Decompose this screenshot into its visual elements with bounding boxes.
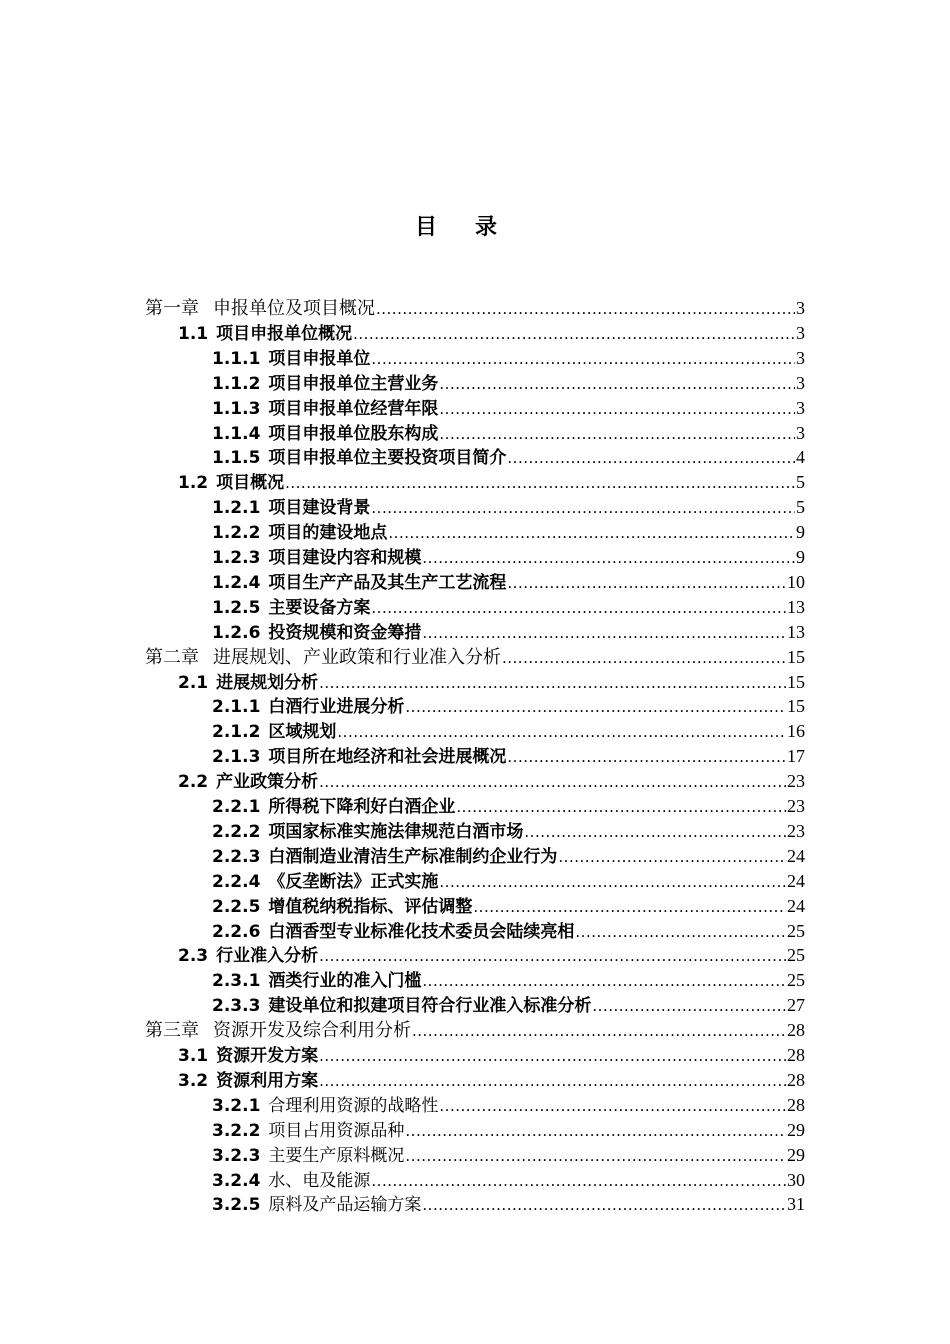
toc-entry[interactable] bbox=[212, 869, 805, 894]
toc-entry-number: 3.2.5 bbox=[212, 1195, 261, 1216]
toc-entry-title: 《反垄断法》正式实施 bbox=[268, 871, 439, 892]
toc-entry-page-number: 3 bbox=[796, 322, 805, 343]
dot-leader bbox=[412, 1019, 786, 1044]
toc-entry-title: 项目建设背景 bbox=[268, 498, 371, 519]
dot-leader bbox=[371, 496, 795, 521]
toc-entry-number: 2.2.1 bbox=[212, 797, 261, 817]
dot-leader bbox=[353, 322, 795, 347]
toc-entry-number: 1.1.1 bbox=[212, 348, 261, 369]
toc-entry-title: 水、电及能源 bbox=[268, 1170, 371, 1191]
toc-entry-title: 项目所在地经济和社会进展概况 bbox=[268, 747, 507, 768]
toc-entry-title: 项目申报单位主要投资项目简介 bbox=[268, 448, 507, 469]
toc-entry-page-number: 15 bbox=[787, 696, 805, 717]
toc-entry-page-number: 3 bbox=[796, 397, 805, 418]
dot-leader bbox=[371, 596, 786, 621]
toc-entry-title: 项国家标准实施法律规范白酒市场 bbox=[268, 821, 524, 842]
toc-entry[interactable] bbox=[212, 694, 805, 719]
dot-leader bbox=[575, 920, 786, 945]
dot-leader bbox=[456, 795, 786, 820]
toc-title: 目录 bbox=[414, 215, 535, 240]
toc-entry[interactable] bbox=[212, 844, 805, 869]
toc-entry-number: 1.2.1 bbox=[212, 498, 261, 519]
dot-leader bbox=[388, 521, 795, 546]
dot-leader bbox=[405, 1119, 786, 1144]
toc-entry[interactable] bbox=[212, 1093, 805, 1118]
toc-entry-page-number: 31 bbox=[787, 1194, 805, 1215]
toc-entry[interactable] bbox=[212, 396, 805, 421]
toc-entry-title: 建设单位和拟建项目符合行业准入标准分析 bbox=[268, 996, 592, 1017]
dot-leader bbox=[439, 1094, 786, 1119]
dot-leader bbox=[439, 372, 795, 397]
dot-leader bbox=[371, 347, 795, 372]
toc-entry-title: 增值税纳税指标、评估调整 bbox=[268, 896, 473, 917]
toc-entry-page-number: 28 bbox=[787, 1094, 805, 1115]
toc-entry[interactable] bbox=[178, 670, 805, 695]
toc-entry-page-number: 13 bbox=[787, 621, 805, 642]
toc-entry[interactable] bbox=[212, 595, 805, 620]
dot-leader bbox=[507, 446, 795, 471]
toc-entry-number: 2.2.4 bbox=[212, 871, 261, 892]
dot-leader bbox=[405, 1144, 786, 1169]
toc-entry-title: 进展规划、产业政策和行业准入分析 bbox=[213, 646, 501, 668]
toc-entry-title: 白酒制造业清洁生产标准制约企业行为 bbox=[268, 846, 558, 867]
toc-entry[interactable] bbox=[212, 545, 805, 570]
toc-entry-number: 1.2.5 bbox=[212, 597, 261, 618]
toc-entry-page-number: 25 bbox=[787, 945, 805, 966]
toc-entry-page-number: 29 bbox=[787, 1144, 805, 1165]
toc-entry-number: 1.1.2 bbox=[212, 373, 261, 394]
toc-entry-number: 3.2.4 bbox=[212, 1170, 261, 1191]
toc-entry-title: 所得税下降利好白酒企业 bbox=[268, 797, 456, 817]
toc-entry-title: 进展规划分析 bbox=[216, 672, 319, 693]
toc-entry-page-number: 4 bbox=[796, 447, 805, 468]
dot-leader bbox=[337, 720, 786, 745]
toc-entry-title: 项目申报单位股东构成 bbox=[268, 423, 439, 444]
toc-entry-number: 1.2.3 bbox=[212, 548, 261, 568]
toc-entry-number: 2.3 bbox=[178, 946, 209, 967]
dot-leader bbox=[507, 571, 786, 596]
toc-entry-page-number: 3 bbox=[796, 347, 805, 368]
toc-entry-page-number: 5 bbox=[796, 472, 805, 493]
toc-entry[interactable] bbox=[212, 919, 805, 944]
toc-entry[interactable] bbox=[212, 968, 805, 993]
toc-entry-title: 主要设备方案 bbox=[268, 597, 371, 618]
toc-entry[interactable] bbox=[212, 719, 805, 744]
toc-entry-number: 2.3.3 bbox=[212, 996, 261, 1017]
toc-entry-page-number: 28 bbox=[787, 1045, 805, 1065]
toc-entry-title: 资源利用方案 bbox=[216, 1070, 319, 1091]
toc-entry-title: 项目申报单位经营年限 bbox=[268, 398, 439, 419]
toc-entry-number: 第三章 bbox=[145, 1020, 199, 1042]
toc-entry-page-number: 25 bbox=[787, 920, 805, 941]
toc-entry[interactable] bbox=[178, 321, 805, 346]
toc-entry-title: 酒类行业的准入门槛 bbox=[268, 971, 422, 992]
toc-entry-number: 2.1 bbox=[178, 672, 209, 693]
dot-leader bbox=[422, 969, 786, 994]
dot-leader bbox=[473, 895, 786, 920]
toc-entry-title: 项目申报单位主营业务 bbox=[268, 373, 439, 394]
toc-entry[interactable] bbox=[212, 1118, 805, 1143]
toc-entry[interactable] bbox=[212, 520, 805, 545]
toc-entry-number: 2.1.3 bbox=[212, 747, 261, 768]
toc-entry[interactable] bbox=[212, 993, 805, 1018]
toc-entry-page-number: 30 bbox=[787, 1169, 805, 1190]
dot-leader bbox=[319, 1069, 786, 1094]
toc-entry-page-number: 5 bbox=[796, 497, 805, 518]
toc-entry-title: 合理利用资源的战略性 bbox=[268, 1095, 439, 1116]
toc-entry[interactable] bbox=[212, 570, 805, 595]
toc-entry[interactable] bbox=[212, 1143, 805, 1168]
toc-entry[interactable] bbox=[178, 943, 805, 968]
toc-entry[interactable] bbox=[178, 1068, 805, 1093]
dot-leader bbox=[319, 770, 786, 795]
toc-entry-title: 项目生产产品及其生产工艺流程 bbox=[268, 572, 507, 593]
toc-entry-number: 1.2.2 bbox=[212, 523, 261, 544]
toc-entry-page-number: 9 bbox=[796, 522, 805, 543]
toc-entry-number: 1.1 bbox=[178, 323, 209, 344]
toc-entry[interactable] bbox=[212, 894, 805, 919]
toc-entry-number: 1.2.4 bbox=[212, 572, 261, 593]
dot-leader bbox=[285, 471, 795, 496]
dot-leader bbox=[439, 870, 786, 895]
toc-entry-title: 项目概况 bbox=[216, 473, 285, 494]
toc-entry[interactable] bbox=[212, 1192, 805, 1217]
dot-leader bbox=[319, 944, 786, 969]
toc-entry-page-number: 16 bbox=[787, 721, 805, 742]
toc-entry[interactable] bbox=[212, 445, 805, 470]
toc-entry[interactable] bbox=[145, 645, 805, 670]
toc-entry-page-number: 28 bbox=[787, 1020, 805, 1041]
toc-entry-page-number: 23 bbox=[787, 820, 805, 841]
dot-leader bbox=[405, 695, 786, 720]
toc-entry-number: 2.1.1 bbox=[212, 697, 261, 718]
toc-entry-page-number: 24 bbox=[787, 870, 805, 891]
toc-entry-page-number: 10 bbox=[787, 571, 805, 592]
dot-leader bbox=[524, 820, 786, 845]
toc-entry-number: 2.3.1 bbox=[212, 971, 261, 992]
toc-entry-number: 2.2.2 bbox=[212, 821, 261, 842]
toc-entry-title: 白酒行业进展分析 bbox=[268, 697, 405, 718]
toc-entry-number: 3.2.3 bbox=[212, 1145, 261, 1166]
toc-entry-number: 2.2 bbox=[178, 772, 209, 793]
dot-leader bbox=[592, 994, 786, 1019]
toc-entry-page-number: 9 bbox=[796, 547, 805, 567]
toc-entry[interactable] bbox=[212, 346, 805, 371]
dot-leader bbox=[502, 646, 786, 671]
toc-entry-title: 主要生产原料概况 bbox=[268, 1145, 405, 1166]
toc-entry-number: 2.1.2 bbox=[212, 722, 261, 743]
toc-entry-number: 1.1.3 bbox=[212, 398, 261, 419]
toc-entry-page-number: 13 bbox=[787, 596, 805, 617]
toc-entry[interactable] bbox=[178, 769, 805, 794]
toc-entry-page-number: 3 bbox=[796, 298, 805, 318]
toc-entry-title: 投资规模和资金筹措 bbox=[268, 622, 422, 643]
dot-leader bbox=[422, 621, 786, 646]
toc-entry[interactable] bbox=[212, 819, 805, 844]
toc-entry-title: 项目占用资源品种 bbox=[268, 1120, 405, 1141]
toc-entry-title: 项目申报单位概况 bbox=[216, 323, 353, 344]
dot-leader bbox=[558, 845, 786, 870]
toc-entry-title: 区域规划 bbox=[268, 722, 337, 743]
toc-entry-number: 1.2 bbox=[178, 473, 209, 494]
toc-entry-number: 1.2.6 bbox=[212, 622, 261, 643]
toc-entry-title: 原料及产品运输方案 bbox=[268, 1195, 422, 1216]
toc-entry-title: 行业准入分析 bbox=[216, 946, 319, 967]
toc-entry[interactable] bbox=[212, 371, 805, 396]
toc-entry-page-number: 17 bbox=[787, 746, 805, 767]
dot-leader bbox=[319, 1044, 786, 1069]
toc-entry-page-number: 3 bbox=[796, 422, 805, 443]
toc-entry-title: 资源开发及综合利用分析 bbox=[213, 1020, 411, 1042]
toc-entry-page-number: 28 bbox=[787, 1069, 805, 1090]
toc-entry[interactable] bbox=[212, 495, 805, 520]
toc-entry-number: 1.1.4 bbox=[212, 423, 261, 444]
toc-entry-number: 第二章 bbox=[145, 646, 199, 668]
dot-leader bbox=[439, 422, 795, 447]
dot-leader bbox=[376, 297, 795, 322]
toc-entry-number: 3.2.2 bbox=[212, 1120, 261, 1141]
toc-entry-page-number: 29 bbox=[787, 1119, 805, 1140]
toc-entry-title: 申报单位及项目概况 bbox=[213, 298, 375, 319]
dot-leader bbox=[422, 546, 795, 571]
toc-entry-page-number: 23 bbox=[787, 796, 805, 816]
toc-entry-title: 白酒香型专业标准化技术委员会陆续亮相 bbox=[268, 921, 575, 942]
toc-entry-number: 3.2 bbox=[178, 1070, 209, 1091]
toc-entry-title: 产业政策分析 bbox=[216, 772, 319, 793]
toc-entry-number: 2.2.5 bbox=[212, 896, 261, 917]
toc-entry[interactable] bbox=[212, 620, 805, 645]
toc-entry[interactable] bbox=[178, 470, 805, 495]
toc-entry[interactable] bbox=[212, 1168, 805, 1193]
toc-entry-number: 第一章 bbox=[145, 298, 199, 319]
toc-entry[interactable] bbox=[212, 421, 805, 446]
toc-entry-number: 3.2.1 bbox=[212, 1095, 261, 1116]
dot-leader bbox=[422, 1193, 786, 1218]
toc-entry-page-number: 24 bbox=[787, 845, 805, 866]
toc-entry-page-number: 15 bbox=[787, 671, 805, 692]
toc-entry-page-number: 27 bbox=[787, 995, 805, 1016]
toc-entry[interactable] bbox=[145, 1018, 805, 1043]
toc-entry-page-number: 24 bbox=[787, 895, 805, 916]
toc-entry-number: 2.2.6 bbox=[212, 921, 261, 942]
toc-entry-number: 2.2.3 bbox=[212, 846, 261, 867]
dot-leader bbox=[507, 745, 786, 770]
toc-entry[interactable] bbox=[212, 744, 805, 769]
toc-entry-page-number: 15 bbox=[787, 646, 805, 667]
toc-entry-title: 项目申报单位 bbox=[268, 348, 371, 369]
toc-entry-title: 资源开发方案 bbox=[216, 1046, 319, 1066]
dot-leader bbox=[319, 671, 786, 696]
toc-entry[interactable] bbox=[212, 794, 805, 819]
toc-entry[interactable] bbox=[145, 296, 805, 321]
toc-entry-title: 项目建设内容和规模 bbox=[268, 548, 422, 568]
toc-entry-page-number: 23 bbox=[787, 771, 805, 792]
toc-entry-number: 1.1.5 bbox=[212, 448, 261, 469]
toc-entry-page-number: 25 bbox=[787, 970, 805, 991]
toc-entry-title: 项目的建设地点 bbox=[268, 523, 388, 544]
toc-entry-page-number: 3 bbox=[796, 372, 805, 393]
dot-leader bbox=[371, 1169, 786, 1194]
toc-entry-number: 3.1 bbox=[178, 1046, 209, 1066]
toc-entry[interactable] bbox=[178, 1043, 805, 1068]
dot-leader bbox=[439, 397, 795, 422]
